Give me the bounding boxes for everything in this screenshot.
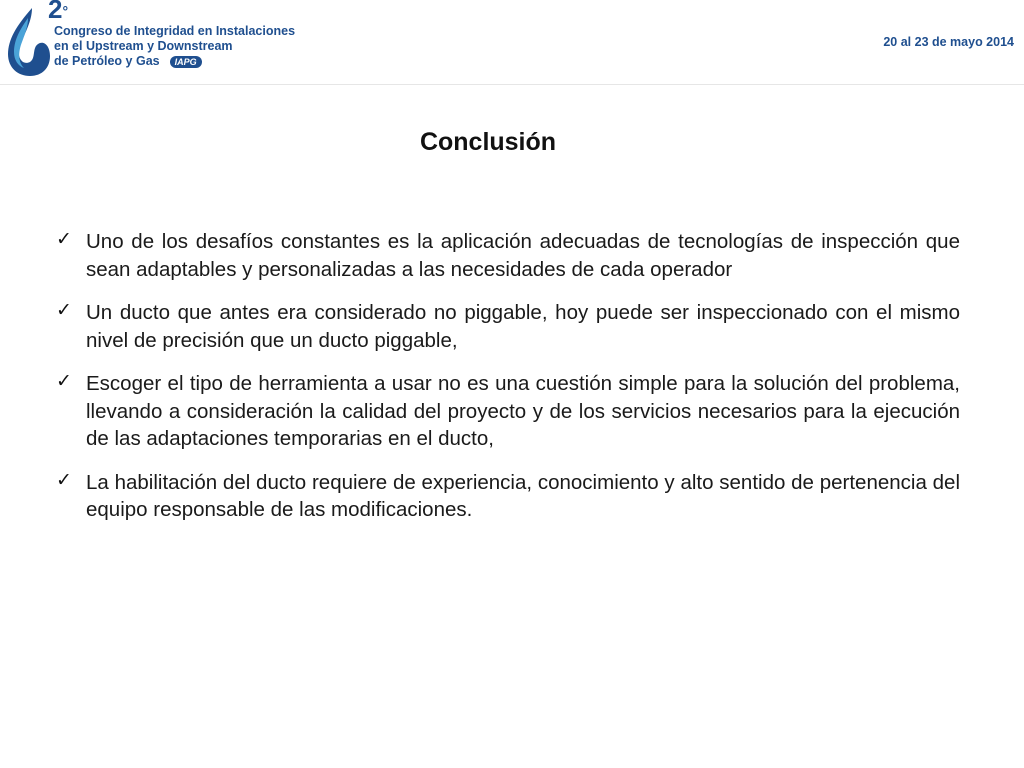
list-item — [56, 299, 960, 354]
list-item — [56, 228, 960, 283]
bullet-text: Un ducto que antes era considerado no piggable, hoy puede ser inspeccionado con el mismo nivel de precisión que un ducto piggable, — [86, 301, 960, 352]
header-divider — [0, 84, 1024, 85]
conference-title — [48, 0, 296, 69]
list-item — [56, 370, 960, 453]
bullet-text: Escoger el tipo de herramienta a usar no es una cuestión simple para la solución del problema, llevando a consideración la calidad del proyecto y de los servicios necesarios para la ejecución de las adaptaciones temporarias en el ducto, — [86, 372, 960, 450]
bullet-text: Uno de los desafíos constantes es la aplicación adecuadas de tecnologías de inspección que sean adaptables y personalizadas a las necesidades de cada operador — [86, 230, 960, 281]
conference-line-3: de Petróleo y Gas IAPG — [54, 54, 295, 69]
check-icon: ✓ — [56, 370, 72, 392]
conference-line-2: en el Upstream y Downstream — [54, 39, 233, 53]
iapg-badge: IAPG — [170, 56, 202, 68]
check-icon: ✓ — [56, 468, 72, 491]
conference-ordinal: 2° — [48, 0, 69, 24]
event-date: 20 al 23 de mayo 2014 — [883, 35, 1014, 49]
water-drop-logo-icon — [6, 6, 52, 78]
bullet-list — [56, 228, 960, 540]
check-icon: ✓ — [56, 228, 72, 250]
slide-title: Conclusión — [419, 128, 557, 156]
bullet-text: La habilitación del ducto requiere de experiencia, conocimiento y alto sentido de pertenencia del equipo responsable de las modificaciones. — [86, 470, 960, 521]
list-item — [56, 469, 960, 524]
header — [0, 0, 1024, 84]
conference-line-1: Congreso de Integridad en Instalaciones — [54, 24, 296, 38]
check-icon: ✓ — [56, 299, 72, 321]
